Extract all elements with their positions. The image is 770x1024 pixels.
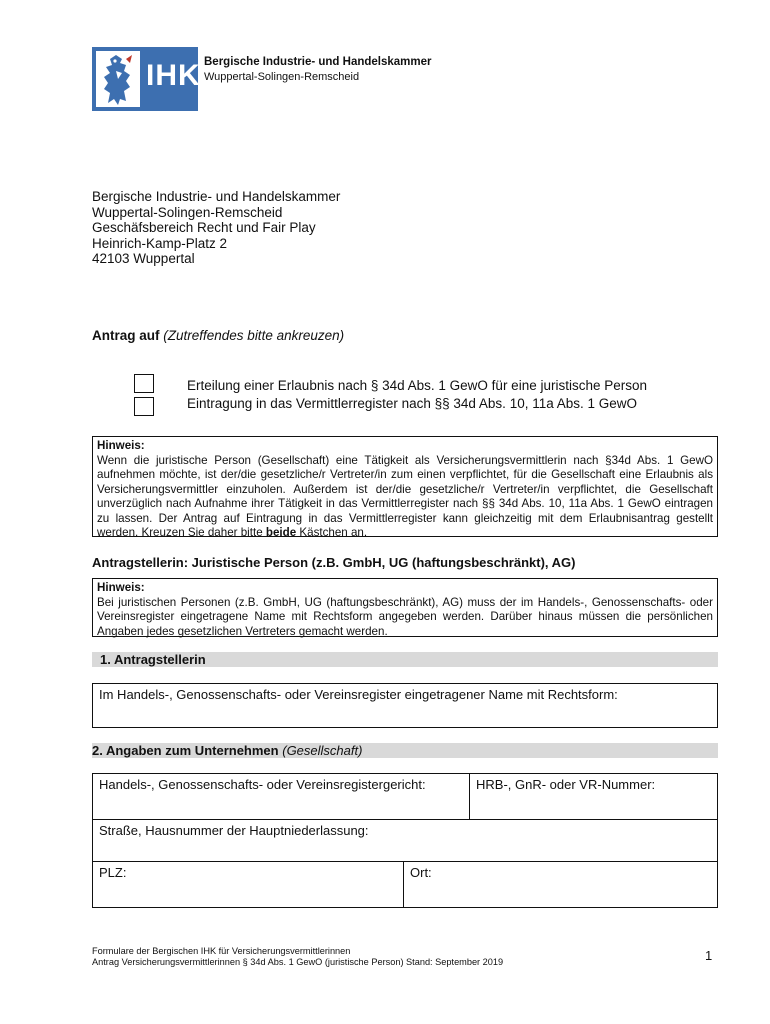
city-field[interactable] <box>403 861 718 908</box>
application-note: (Zutreffendes bitte ankreuzen) <box>163 328 345 343</box>
address-line: Geschäfsbereich Recht und Fair Play <box>92 220 316 235</box>
city-label: Ort: <box>410 865 432 880</box>
address-line: Bergische Industrie- und Handelskammer <box>92 189 341 204</box>
page-number: 1 <box>705 948 713 963</box>
register-court-field[interactable] <box>92 773 470 820</box>
ihk-logo <box>92 47 432 111</box>
page-footer <box>92 946 503 968</box>
section-1-heading: 1. Antragstellerin <box>92 652 718 667</box>
register-number-label: HRB-, GnR- oder VR-Nummer: <box>476 777 656 792</box>
logo-emblem <box>92 47 201 111</box>
section-2-heading <box>92 743 718 758</box>
register-number-field[interactable] <box>469 773 718 820</box>
company-name-label: Im Handels-, Genossenschafts- oder Vereinsregister eingetragener Name mit Rechtsform: <box>99 687 618 702</box>
hint-text <box>97 454 713 541</box>
hint-text-main: Wenn die juristische Person (Gesellschaft) eine Tätigkeit als Versicherungsvermittlerin nach §34d Abs. 1 GewO aufnehmen möchte, ist der/die gesetzliche/r Vertreter/in zum einen verpflichtet, für die Gesellschaft eine Erlaubnis als Versicherungsvermittler einzuholen. Außerdem ist der/die gesetzliche/r Vertreter/in verpflichtet, die Gesellschaft unverzüglich nach Aufnahme ihrer Tätigkeit in das Vermittlerregister nach §§ 34d Abs. 10, 11a Abs. 1 GewO eintragen zu lassen. Der Antrag auf Eintragung in das Vermittlerregister kann gleichzeitig mit dem Erlaubnisantrag gestellt werden. Kreuzen Sie daher bitte <box>97 453 713 539</box>
logo-abbr: IHK <box>146 59 201 92</box>
application-type-heading <box>92 328 344 343</box>
street-label: Straße, Hausnummer der Hauptniederlassung: <box>99 823 369 838</box>
logo-name: Bergische Industrie- und Handelskammer <box>204 56 432 68</box>
hint-text-end: Kästchen an. <box>299 526 368 539</box>
section-2-note: (Gesellschaft) <box>282 743 363 758</box>
recipient-address <box>92 189 340 267</box>
section-2-title: 2. Angaben zum Unternehmen <box>92 743 279 758</box>
checkbox-erlaubnis[interactable] <box>134 374 154 393</box>
hint-box-application <box>92 436 718 537</box>
hint-title: Hinweis: <box>97 581 145 594</box>
address-line: 42103 Wuppertal <box>92 251 195 266</box>
hint-text: Bei juristischen Personen (z.B. GmbH, UG (haftungsbeschränkt), AG) muss der im Handels-, Genossenschafts- oder Vereinsregister eingetragene Name mit Rechtsform angegeben werden. Darüber hinaus müssen die persönlichen Angaben jedes gesetzlichen Vertreters gemacht werden. <box>97 595 713 638</box>
street-field[interactable] <box>92 819 718 862</box>
hint-text-emphasis: beide <box>265 526 297 539</box>
hint-box-legal-person <box>92 578 718 637</box>
hint-title: Hinweis: <box>97 439 145 452</box>
checkbox-register[interactable] <box>134 397 154 416</box>
lion-icon <box>96 51 140 107</box>
address-line: Heinrich-Kamp-Platz 2 <box>92 235 228 251</box>
footer-line-2: Antrag Versicherungsvermittlerinnen § 34d Abs. 1 GewO (juristische Person) Stand: September 2019 <box>92 957 504 967</box>
zip-field[interactable] <box>92 861 404 908</box>
company-name-field[interactable] <box>92 683 718 728</box>
logo-region: Wuppertal-Solingen-Remscheid <box>204 71 360 83</box>
application-label: Antrag auf <box>92 328 160 343</box>
footer-line-1: Formulare der Bergischen IHK für Versicherungsvermittlerinnen <box>92 946 351 956</box>
register-court-label: Handels-, Genossenschafts- oder Vereinsregistergericht: <box>99 777 426 792</box>
option-erlaubnis-label: Erteilung einer Erlaubnis nach § 34d Abs. 1 GewO für eine juristische Person <box>187 378 648 393</box>
applicant-heading: Antragstellerin: Juristische Person (z.B. GmbH, UG (haftungsbeschränkt), AG) <box>92 555 576 570</box>
address-line: Wuppertal-Solingen-Remscheid <box>92 204 283 220</box>
option-register-label: Eintragung in das Vermittlerregister nach §§ 34d Abs. 10, 11a Abs. 1 GewO <box>187 396 638 411</box>
zip-label: PLZ: <box>99 865 127 880</box>
